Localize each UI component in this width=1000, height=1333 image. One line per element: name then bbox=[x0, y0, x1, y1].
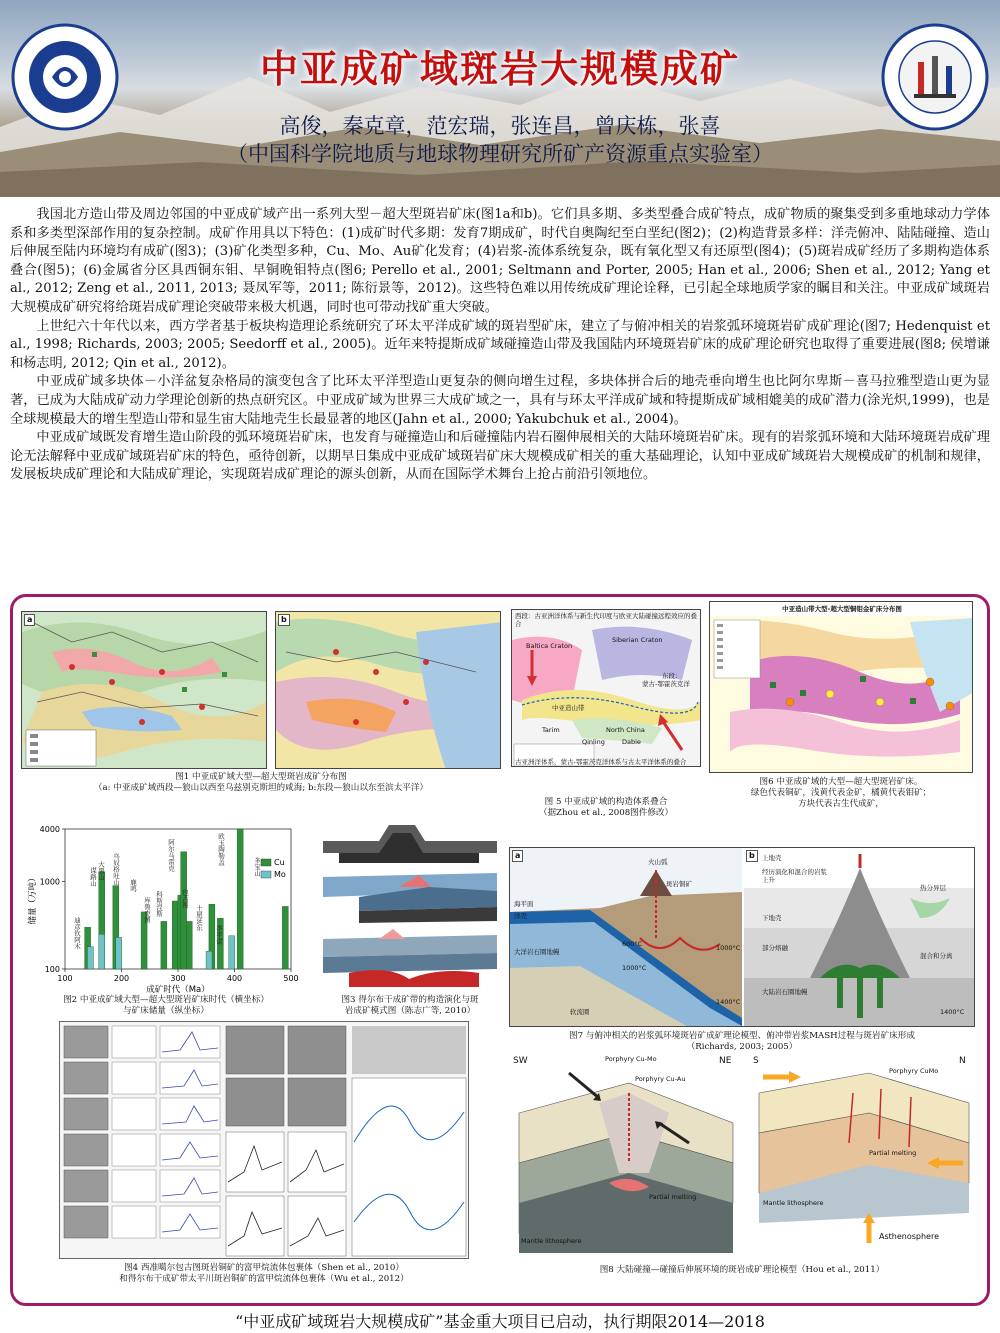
deposit-annotation: 鹿鸣 bbox=[129, 879, 137, 892]
panel-tag: a bbox=[24, 614, 35, 626]
panel-tag: b bbox=[746, 850, 758, 862]
cu-bar bbox=[161, 921, 167, 969]
fig7-label: 大陆岩石圈地幔 bbox=[762, 988, 808, 996]
fig6-title: 中亚造山带大型-超大型铜钼金矿床分布图 bbox=[782, 605, 902, 613]
deposit-annotation: 迪彦钦阿木 bbox=[73, 917, 81, 950]
fig5-label: Siberian Craton bbox=[612, 636, 663, 644]
x-tick-label: 200 bbox=[113, 974, 130, 983]
x-tick-label: 500 bbox=[283, 974, 299, 983]
fig7-label: 下地壳 bbox=[762, 914, 782, 922]
fig7-label: 1000°C bbox=[622, 964, 647, 972]
fig7-label: 部分熔融 bbox=[762, 944, 788, 952]
fig7-label: 火山弧 bbox=[648, 858, 668, 866]
deposit-annotation: 科斯涅斯 bbox=[155, 891, 163, 917]
fig8-label: Partial melting bbox=[869, 1149, 917, 1157]
deposit-annotation: 土屋延东 bbox=[195, 905, 203, 931]
fig5-west-desc: 古亚洲洋体系与新生代印度与欧亚大陆碰撞远程效应的叠合 bbox=[515, 612, 697, 628]
legend-swatch bbox=[261, 871, 271, 878]
fig5-bottom-note: 古亚洲洋体系，蒙古-鄂霍茨克洋体系与古太平洋体系的叠合 bbox=[515, 758, 687, 766]
fig8-label: Partial melting bbox=[649, 1193, 697, 1201]
x-tick-label: 400 bbox=[226, 974, 243, 983]
deposit-annotation: 欧玉陶勒盖 bbox=[217, 833, 225, 866]
fig7-label: 热分异层 bbox=[920, 884, 946, 892]
figure-panel bbox=[10, 594, 990, 1306]
figure-1b-map bbox=[275, 611, 501, 769]
figure-6-deposit-map bbox=[709, 601, 973, 773]
figure-1a-map bbox=[21, 611, 267, 769]
intro-paragraph: 我国北方造山带及周边邻国的中亚成矿域产出一系列大型－超大型斑岩矿床(图1a和b)。它们具多期、多类型叠合成矿特点，成矿物质的聚集受到多重地球动力学体系和多类型深部作用的复杂控制。成矿作用具以下特色：(1)成矿时代多期：发育7期成矿，时代自奥陶纪至白垩纪(图2)；(2)构造背景多样：洋壳俯冲、陆陆碰撞、造山后伸展至陆内环境均有成矿(图3)；(3)矿化类型多种，Cu、Mo、Au矿化发育；(4)岩浆-流体系统复杂，既有氧化型又有还原型(图4)；(5)斑岩成矿经历了多期构造体系叠合(图5)；(6)金属省分区具西铜东钼、早铜晚钼特点(图6; Perello et al., 2001; Seltmann and Porter, 2005; Han et al., 2006; Shen et al., 2012; Yang et al., 2012; Zeng et al., 2011, 2013; 聂凤军等，2011; 陈衍景等，2012)。这些特色难以用传统成矿理论诠释，已引起全球地质学家的瞩目和关注。中亚成矿域斑岩大规模成矿研究将给斑岩成矿理论突破带来极大机遇，同时也可带动找矿重大突破。 bbox=[10, 207, 990, 315]
cu-bar bbox=[181, 852, 187, 969]
fig5-west-label: 西段： bbox=[515, 612, 535, 620]
y-tick-label: 1000 bbox=[39, 877, 60, 887]
fig7-label: 1400°C bbox=[716, 998, 741, 1006]
deposit-age-chart bbox=[21, 819, 311, 993]
intro-paragraph: 上世纪六十年代以来，西方学者基于板块构造理论系统研究了环太平洋成矿域的斑岩型矿床，建立了与俯冲相关的岩浆弧环境斑岩矿成矿理论(图7; Hedenquist et al., 1998; Richards, 2003; 2005; Seedorff et al., 2005)。近年来特提斯成矿域碰撞造山带及我国陆内环境斑岩矿床的成矿理论研究也取得了重要进展(图8; 侯增谦和杨志明, 2012; Qin et al., 2012)。 bbox=[10, 318, 990, 371]
figure-3-evolution-diagram bbox=[319, 811, 501, 993]
fig7-label: 1400°C bbox=[940, 1008, 965, 1016]
fig7-label: 软流圈 bbox=[570, 1008, 590, 1016]
fig8-label: Porphyry Cu-Mo bbox=[605, 1055, 657, 1063]
fig7-label: 600°C bbox=[622, 940, 643, 948]
fig7-label: 洋壳 bbox=[514, 912, 527, 920]
mo-bar bbox=[116, 937, 122, 969]
deposit-annotation: 季平诺 bbox=[215, 925, 223, 945]
figure-2-chart bbox=[21, 819, 311, 993]
figure-7-model bbox=[509, 847, 975, 1027]
figure-8-right-model bbox=[749, 1053, 977, 1253]
figure-7-caption bbox=[509, 1031, 975, 1053]
x-tick-label: 100 bbox=[57, 974, 73, 983]
figure-6-caption bbox=[709, 777, 973, 810]
poster-title: 中亚成矿域斑岩大规模成矿 bbox=[259, 47, 740, 91]
fig8-label: Porphyry CuMo bbox=[889, 1067, 939, 1075]
y-tick-label: 4000 bbox=[39, 825, 60, 834]
figure-3-caption bbox=[319, 995, 501, 1017]
caption-line: 图7 与俯冲相关的岩浆弧环境斑岩矿成矿理论模型、俯冲带岩浆MASH过程与斑岩矿床形成 bbox=[569, 1031, 915, 1041]
caption-line: （据Zhou et al., 2008图件修改） bbox=[538, 808, 674, 818]
y-tick-label: 100 bbox=[44, 965, 60, 974]
caption-line: 岩成矿模式图（陈志广等, 2010） bbox=[344, 1006, 476, 1016]
caption-line: 图 5 中亚成矿域的构造体系叠合 bbox=[544, 797, 668, 807]
figure-8-left-model bbox=[509, 1053, 743, 1253]
caption-line: 图6 中亚成矿域的大型—超大型斑岩矿床。 bbox=[759, 777, 923, 787]
deposit-annotation: 多宝山 bbox=[253, 857, 261, 877]
fig5-label: North China bbox=[606, 726, 645, 734]
x-axis-label: 成矿时代（Ma） bbox=[146, 985, 210, 993]
caption-line: 图4 西准噶尔包古图斑岩铜矿的富甲烷流体包裹体（Shen et al., 2010） bbox=[124, 1263, 404, 1273]
mo-bar bbox=[229, 936, 235, 969]
fig5-label: Dabie bbox=[622, 738, 641, 746]
deposit-annotation: 库鲁克图 bbox=[143, 897, 151, 923]
caption-line: 与矿床储量（纵坐标） bbox=[123, 1006, 209, 1016]
fig8-label: Mantle lithosphere bbox=[521, 1237, 582, 1245]
figure-1-caption bbox=[21, 772, 501, 794]
deposit-annotation: 阿尔马雷克 bbox=[167, 839, 175, 872]
fig5-label: Tarim bbox=[542, 726, 560, 734]
y-axis-label: 储量（万吨） bbox=[28, 873, 38, 925]
caption-line: 方块代表古生代成矿， bbox=[798, 799, 884, 809]
caption-line: 图8 大陆碰撞—碰撞后伸展环境的斑岩成矿理论模型（Hou et al., 2011） bbox=[599, 1265, 885, 1275]
fig5-label: Qinling bbox=[582, 738, 605, 746]
cu-bar bbox=[186, 921, 192, 969]
cu-bar bbox=[172, 901, 178, 969]
deposit-annotation: 大黑山 bbox=[97, 861, 105, 881]
caption-line: 图2 中亚成矿域大型—超大型斑岩矿床时代（横坐标） bbox=[63, 995, 269, 1005]
cu-bar bbox=[237, 829, 243, 969]
intro-paragraph: 中亚成矿域多块体－小洋盆复杂格局的演变包含了比环太平洋型造山更复杂的侧向增生过程，多块体拼合后的地壳垂向增生也比阿尔卑斯－喜马拉雅型造山更为显著，已成为大陆成矿动力学理论创新的热点研究区。中亚成矿域为世界三大成矿域之一，具有与环太平洋成矿域和特提斯成矿域相媲美的成矿潜力(涂光炽,1999)，也是全球规模最大的增生型造山带和显生宙大陆地壳生长最显著的地区(Jahn et al., 2000; Yakubchuk et al., 2004)。 bbox=[10, 374, 990, 427]
fig7-label: 经历演化和混合的岩浆上升 bbox=[762, 868, 827, 884]
intro-paragraph: 中亚成矿域既发育增生造山阶段的弧环境斑岩矿床，也发育与碰撞造山和后碰撞陆内岩石圈伸展相关的大陆环境斑岩矿床。现有的岩浆弧环境和大陆环境斑岩成矿理论无法解释中亚成矿域斑岩矿床的特色，亟待创新，以期早日集成中亚成矿域斑岩矿床大规模成矿相关的重大基础理论，认知中亚成矿域斑岩大规模成矿的机制和规律，发展板块成矿理论和大陆成矿理论，实现斑岩成矿理论的源头创新，从而在国际学术舞台上抢占前沿引领地位。 bbox=[10, 430, 990, 483]
mo-bar bbox=[87, 947, 93, 969]
legend-swatch bbox=[261, 859, 271, 866]
fig7-label: 上地壳 bbox=[762, 854, 782, 862]
deposit-annotation: 谋路山 bbox=[89, 867, 97, 887]
caption-line: 图3 得尔布干成矿带的构造演化与斑 bbox=[341, 995, 479, 1005]
panel-tag: b bbox=[278, 614, 290, 626]
mo-bar bbox=[206, 951, 212, 969]
legend-label: Mo bbox=[274, 870, 286, 879]
fig7-label: 斑岩铜矿 bbox=[666, 880, 692, 888]
fig8-label: Porphyry Cu-Au bbox=[635, 1075, 686, 1083]
caption-line: 和得尔布干成矿带太平川斑岩铜矿的富甲烷流体包裹体（Wu et al., 2012） bbox=[119, 1274, 409, 1284]
fig5-label: 中亚造山带 bbox=[552, 704, 585, 712]
figure-8-caption bbox=[509, 1265, 975, 1276]
fig7-label: 混合和分离 bbox=[920, 952, 953, 960]
figure-2-caption bbox=[21, 995, 311, 1017]
fig8-label: Asthenosphere bbox=[879, 1232, 940, 1241]
figure-4-caption bbox=[59, 1263, 469, 1285]
intro-text bbox=[10, 206, 990, 485]
fig5-label: Baltica Craton bbox=[526, 642, 573, 650]
cu-bar bbox=[282, 906, 288, 969]
fig8-label: Mantle lithosphere bbox=[763, 1199, 824, 1207]
figure-5-caption bbox=[511, 797, 701, 819]
fig7-label: 大洋岩石圈地幔 bbox=[514, 948, 560, 956]
deposit-annotation: 乌奴格吐山 bbox=[112, 853, 120, 886]
fig8-label: N bbox=[959, 1056, 966, 1066]
caption-line: （Richards, 2003; 2005） bbox=[686, 1042, 798, 1052]
fig5-west-note bbox=[515, 612, 699, 628]
caption-line: 绿色代表铜矿，浅黄代表金矿，橘黄代表钼矿； bbox=[750, 788, 932, 798]
fig5-label: 蒙古-鄂霍茨克洋 bbox=[642, 680, 690, 688]
panel-tag: a bbox=[512, 850, 523, 862]
caption-line: 图1 中亚成矿域大型—超大型斑岩成矿分布图 bbox=[175, 772, 347, 782]
fig8-label: SW bbox=[513, 1056, 528, 1066]
x-tick-label: 300 bbox=[170, 974, 186, 983]
deposit-annotation: 包古图 bbox=[181, 889, 189, 909]
figure-4-inclusion-panels bbox=[59, 1021, 469, 1259]
mo-bar bbox=[99, 934, 105, 969]
fig5-east-label: 东段： bbox=[662, 672, 682, 680]
header-banner bbox=[0, 0, 1000, 197]
fig8-label: S bbox=[753, 1056, 759, 1066]
fig8-label: NE bbox=[719, 1056, 732, 1066]
author-list: 高俊，秦克章，范宏瑞，张连昌，曾庆栋，张喜 bbox=[279, 114, 721, 138]
footer-note: “中亚成矿域斑岩大规模成矿”基金重大项目已启动，执行期限2014—2018 bbox=[235, 1312, 765, 1331]
fig7-label: 海平面 bbox=[514, 900, 534, 908]
affiliation: （中国科学院地质与地球物理研究所矿产资源重点实验室） bbox=[227, 142, 773, 166]
legend-label: Cu bbox=[274, 858, 285, 867]
caption-line: （a: 中亚成矿域西段—狼山以西至乌兹别克斯坦的咸海; b:东段—狼山以东至滨太平洋） bbox=[93, 783, 429, 793]
fig7-label: 1000°C bbox=[716, 944, 741, 952]
figure-5-tectonic-map bbox=[511, 609, 701, 767]
